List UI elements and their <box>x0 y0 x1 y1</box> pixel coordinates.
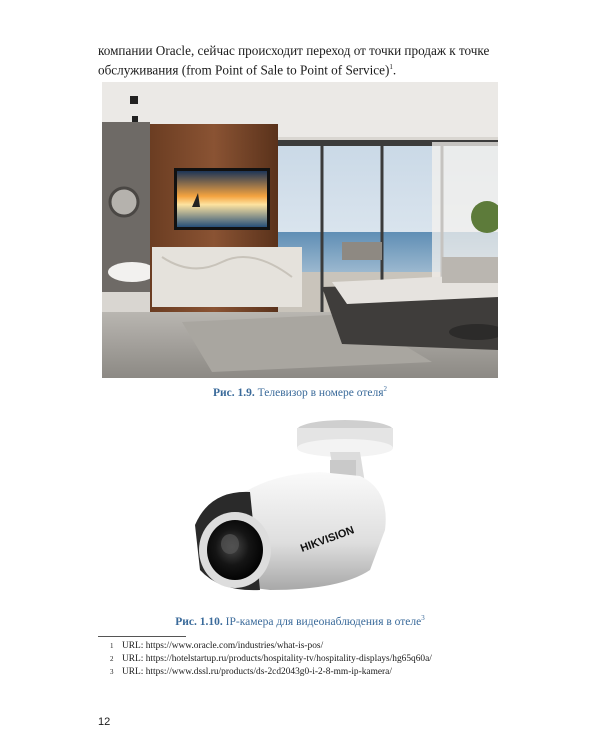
figure-1-10-label: Рис. 1.10. <box>175 615 223 628</box>
footnote-item <box>110 666 550 679</box>
footnote-item <box>110 653 550 666</box>
hotel-room-photo <box>102 82 498 378</box>
body-paragraph: компании Oracle, сейчас происходит переход от точки продаж к точке обслуживания (from Point of Sale to Point of Service)$^1$. <box>98 43 490 78</box>
figure-1-9-caption <box>0 385 600 399</box>
page-number: 12 <box>98 716 111 728</box>
figure-1-9-label: Рис. 1.9. <box>213 386 255 399</box>
paragraph-text: компании Oracle, сейчас происходит переход от точки продаж к точке обслуживания (from Point of Sale to Point of Service) <box>98 43 490 78</box>
footnote-number: 1 <box>110 642 114 650</box>
footnote-text: URL: https://www.dssl.ru/products/ds-2cd2043g0-i-2-8-mm-ip-kamera/ <box>122 667 392 677</box>
camera-brand-logo: HIKVISION <box>298 524 356 555</box>
footnote-ref-3: 3 <box>421 614 425 622</box>
footnote-ref-1: 1 <box>389 63 393 71</box>
ip-camera-photo <box>190 420 420 610</box>
footnotes-list <box>110 640 550 679</box>
footnote-text: URL: https://www.oracle.com/industries/what-is-pos/ <box>122 641 324 651</box>
footnote-text: URL: https://hotelstartup.ru/products/hospitality-tv/hospitality-displays/hg65q60a/ <box>122 654 432 664</box>
figure-1-10-caption <box>0 614 600 628</box>
footnote-item <box>110 640 550 653</box>
figure-1-9-text: Телевизор в номере отеля <box>257 386 384 399</box>
footnote-ref-2: 2 <box>383 385 387 393</box>
footnote-number: 3 <box>110 668 114 676</box>
footnote-number: 2 <box>110 655 114 663</box>
footnote-divider <box>98 636 186 637</box>
figure-1-10-text: IP-камера для видеонаблюдения в отеле <box>225 615 422 628</box>
